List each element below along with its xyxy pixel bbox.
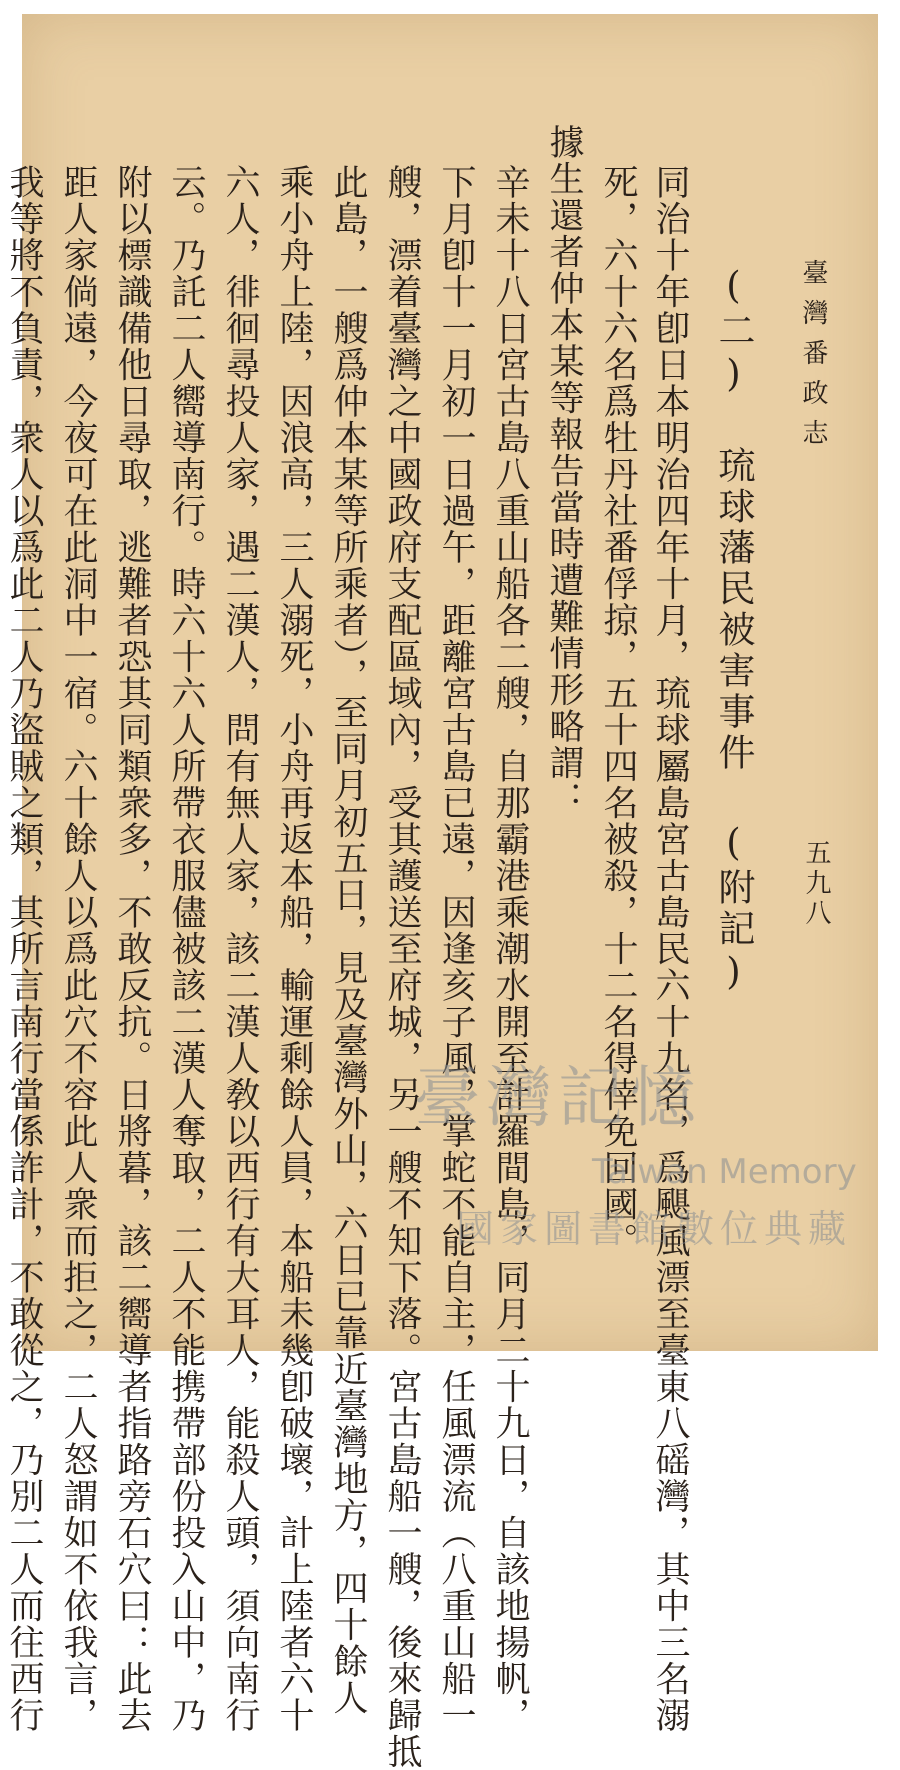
- text-column: 辛未十八日宮古島八重山船各二艘，自那霸港乘潮水開至計羅間島，同月二十九日，自該地揚帆，: [490, 164, 530, 1734]
- text-column: 此島，一艘爲仲本某等所乘者），至同月初五日，見及臺灣外山，六日已靠近臺灣地方，四十餘人: [328, 164, 368, 1716]
- text-column: 云。乃託二人嚮導南行。時六十六人所帶衣服儘被該二漢人奪取，二人不能携帶部份投入山中，乃: [166, 164, 206, 1734]
- watermark-english: Taiwan Memory: [592, 1152, 857, 1192]
- watermark-subtitle: 國家圖書館數位典藏: [456, 1207, 853, 1251]
- running-head: 臺灣番政志: [798, 259, 828, 459]
- text-column: 死，六十六名爲牡丹社番俘掠，五十四名被殺，十二名得倖免回國。: [598, 164, 638, 1259]
- text-column: 六人，徘徊尋投人家，遇二漢人，問有無人家，該二漢人敎以西行有大耳人，能殺人頭，須向南行: [220, 164, 260, 1734]
- section-title: (二) 琉球藩民被害事件 (附記): [712, 264, 755, 997]
- text-column: 艘，漂着臺灣之中國政府支配區域內，受其護送至府城，另一艘不知下落。宮古島船一艘，後來歸抵: [382, 164, 422, 1770]
- watermark-logo: 臺灣記憶: [414, 1059, 702, 1136]
- text-column: 乘小舟上陸，因浪高，三人溺死，小舟再返本船，輸運剩餘人員，本船未幾卽破壞，計上陸者六十: [274, 164, 314, 1734]
- text-column: 同治十年卽日本明治四年十月，琉球屬島宮古島民六十九名，爲颶風漂至臺東八磘灣，其中三名溺: [650, 164, 690, 1734]
- page-number: 五九八: [801, 839, 831, 929]
- library-watermark: [414, 1044, 874, 1284]
- text-column: 附以標識備他日尋取，逃難者恐其同類衆多，不敢反抗。日將暮，該二嚮導者指路旁石穴曰：此去: [112, 164, 152, 1734]
- text-column: 下月卽十一月初一日過午，距離宮古島已遠，因逢亥子風，掌蛇不能自主，任風漂流（八重山船一: [436, 164, 476, 1734]
- text-column: 據生還者仲本某等報告當時遭難情形略謂：: [544, 124, 584, 818]
- text-column: 距人家倘遠，今夜可在此洞中一宿。六十餘人以爲此穴不容此人衆而拒之，二人怒謂如不依我言，: [58, 164, 98, 1734]
- book-page: [4, 14, 878, 1770]
- text-column: 我等將不負責，衆人以爲此二人乃盜賊之類，其所言南行當係詐計，不敢從之，乃別二人而往西行: [4, 164, 44, 1734]
